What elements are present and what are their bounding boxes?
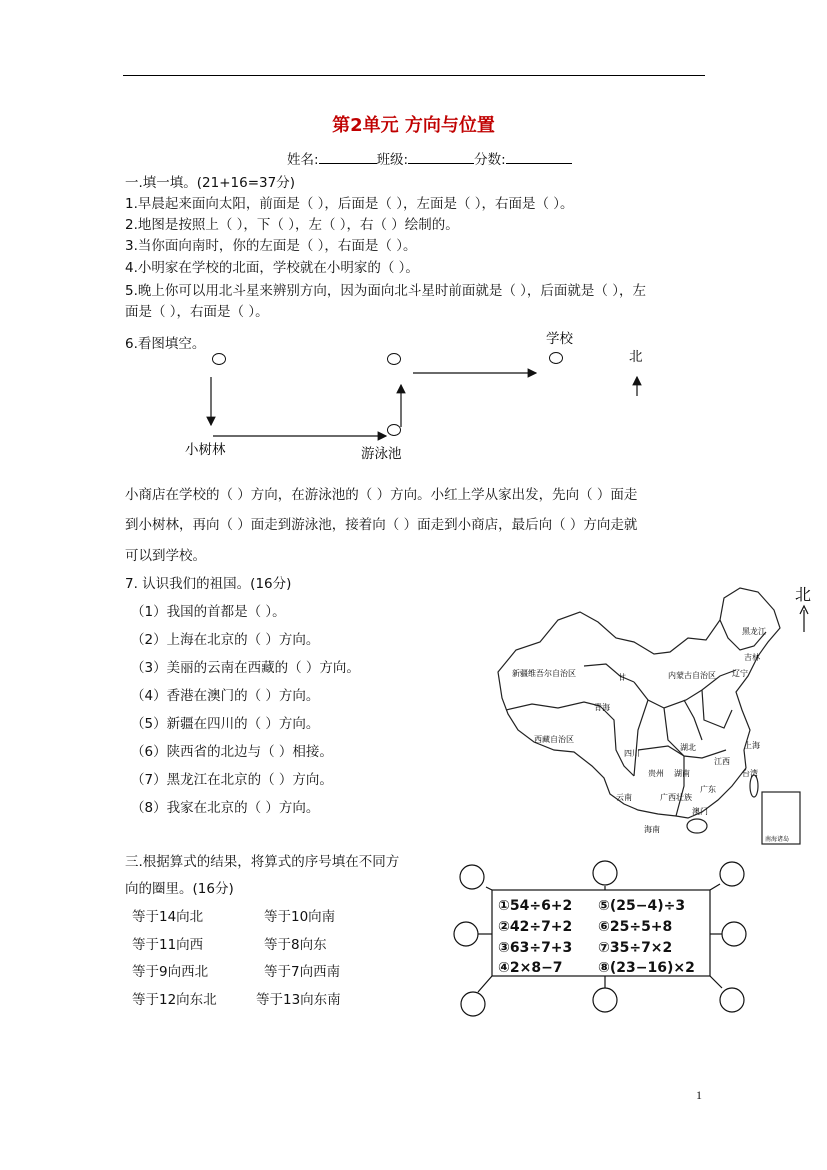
gansu-border	[584, 664, 634, 682]
expression-7: ⑦35÷7×2	[598, 940, 673, 956]
name-label: 姓名:	[287, 152, 319, 168]
q6-text-line1: 小商店在学校的（ ）方向，在游泳池的（ ）方向。小红上学从家出发，先向（ ）面走	[125, 487, 638, 503]
q7-item: （8）我家在北京的（ ）方向。	[131, 800, 320, 816]
question-1: 1.早晨起来面向太阳，前面是（ ），后面是（ ），左面是（ ），右面是（ ）。	[125, 196, 574, 212]
circle-northwest[interactable]	[460, 865, 484, 889]
map-north-label: 北	[795, 585, 812, 604]
shop-circle	[388, 354, 401, 365]
china-map	[488, 580, 818, 850]
score-label: 分数:	[474, 152, 506, 168]
question-5-line2: 面是（ ），右面是（ ）。	[125, 304, 269, 320]
east-border	[702, 690, 732, 728]
region-xizang: 西藏自治区	[534, 735, 574, 744]
question-6: 6.看图填空。	[125, 336, 206, 352]
connector-ne	[710, 884, 720, 890]
expression-8: ⑧(23−16)×2	[598, 960, 695, 976]
rule-southeast: 等于13向东南	[256, 992, 341, 1008]
expression-1: ①54÷6+2	[498, 898, 573, 914]
expression-3: ③63÷7+3	[498, 940, 573, 956]
part1-heading: 一.填一填。(21+16=37分)	[125, 175, 295, 191]
direction-circles-diagram	[450, 852, 750, 1022]
class-field[interactable]	[408, 149, 474, 164]
region-hainan: 海南	[644, 825, 660, 834]
question-5-line1: 5.晚上你可以用北斗星来辨别方向，因为面向北斗星时前面就是（ ），后面就是（ ），左	[125, 283, 646, 299]
region-hubei: 湖北	[680, 743, 696, 752]
region-xinjiang: 新疆维吾尔自治区	[512, 669, 576, 678]
rule-northeast: 等于12向东北	[132, 992, 217, 1008]
q7-item: （1）我国的首都是（ ）。	[131, 604, 286, 620]
region-aomen: 澳门	[692, 807, 708, 816]
region-gansu: 甘	[618, 673, 626, 682]
hainan-island	[687, 819, 707, 833]
china-outline	[498, 588, 780, 818]
inner-border	[684, 700, 702, 740]
question-2: 2.地图是按照上（ ），下（ ），左（ ），右（ ）绘制的。	[125, 217, 459, 233]
region-jiangxi: 江西	[714, 757, 730, 766]
circle-south[interactable]	[593, 988, 617, 1012]
connector-sw	[478, 976, 492, 992]
score-field[interactable]	[506, 149, 572, 164]
student-info	[287, 148, 572, 168]
part3-heading-line1: 三.根据算式的结果，将算式的序号填在不同方	[125, 854, 400, 870]
west-border	[634, 700, 648, 776]
region-guizhou: 贵州	[648, 769, 664, 778]
rule-north: 等于14向北	[132, 909, 204, 925]
connector-se	[710, 976, 722, 988]
region-jilin: 吉林	[744, 653, 760, 662]
part3-heading-line2: 向的圈里。(16分)	[125, 881, 234, 897]
region-heilongjiang: 黑龙江	[742, 627, 766, 636]
page-number: 1	[696, 1088, 702, 1102]
expression-2: ②42÷7+2	[498, 919, 573, 935]
q7-item: （6）陕西省的北边与（ ）相接。	[131, 744, 333, 760]
guangxi-border	[638, 746, 684, 816]
home-circle	[213, 354, 226, 365]
rule-south: 等于10向南	[264, 909, 336, 925]
question-4: 4.小明家在学校的北面，学校就在小明家的（ ）。	[125, 260, 419, 276]
expression-5: ⑤(25−4)÷3	[598, 898, 686, 914]
region-taiwan: 台湾	[742, 769, 758, 778]
header-rule	[123, 75, 705, 76]
q7-item: （5）新疆在四川的（ ）方向。	[131, 716, 320, 732]
rule-southwest: 等于7向西南	[264, 964, 341, 980]
region-sichuan: 四川	[624, 749, 640, 758]
pool-circle	[388, 425, 401, 436]
connector-nw	[486, 887, 492, 890]
pool-label: 游泳池	[361, 446, 402, 462]
region-hunan: 湖南	[674, 769, 690, 778]
forest-label: 小树林	[185, 442, 226, 458]
circle-west[interactable]	[454, 922, 478, 946]
school-circle	[550, 353, 563, 364]
q7-item: （2）上海在北京的（ ）方向。	[131, 632, 320, 648]
q6-text-line3: 可以到学校。	[125, 548, 206, 564]
north-label: 北	[629, 349, 643, 365]
question-3: 3.当你面向南时，你的左面是（ ），右面是（ ）。	[125, 238, 417, 254]
q6-text-line2: 到小树林，再向（ ）面走到游泳池，接着向（ ）面走到小商店，最后向（ ）方向走就	[125, 517, 638, 533]
circle-southeast[interactable]	[720, 988, 744, 1012]
route-diagram	[170, 325, 660, 465]
expression-4: ④2×8−7	[498, 960, 563, 976]
region-neimenggu: 内蒙古自治区	[668, 671, 716, 680]
circle-southwest[interactable]	[461, 992, 485, 1016]
rule-east: 等于8向东	[264, 937, 327, 953]
q7-heading: 7. 认识我们的祖国。(16分)	[125, 576, 292, 592]
q7-item: （4）香港在澳门的（ ）方向。	[131, 688, 320, 704]
school-label: 学校	[546, 331, 573, 347]
region-guangdong: 广东	[700, 785, 716, 794]
circle-east[interactable]	[722, 922, 746, 946]
circle-north[interactable]	[593, 861, 617, 885]
class-label: 班级:	[376, 152, 409, 168]
region-yunnan: 云南	[616, 793, 632, 802]
page-title: 第2单元 方向与位置	[332, 115, 495, 136]
expression-6: ⑥25÷5+8	[598, 919, 673, 935]
sichuan-border	[600, 706, 634, 776]
q7-list	[131, 598, 360, 822]
circle-northeast[interactable]	[720, 862, 744, 886]
taiwan-island	[750, 775, 758, 797]
xinjiang-border	[506, 702, 600, 710]
region-nanhai: 南海诸岛	[765, 836, 790, 843]
name-field[interactable]	[319, 149, 377, 164]
q7-item: （3）美丽的云南在西藏的（ ）方向。	[131, 660, 360, 676]
region-guangxi: 广西壮族	[660, 793, 692, 802]
q7-item: （7）黑龙江在北京的（ ）方向。	[131, 772, 333, 788]
region-shanghai: 上海	[744, 741, 760, 750]
region-qinghai: 青海	[594, 703, 610, 712]
region-liaoning: 辽宁	[732, 669, 748, 678]
rule-northwest: 等于9向西北	[132, 964, 209, 980]
rule-west: 等于11向西	[132, 937, 204, 953]
